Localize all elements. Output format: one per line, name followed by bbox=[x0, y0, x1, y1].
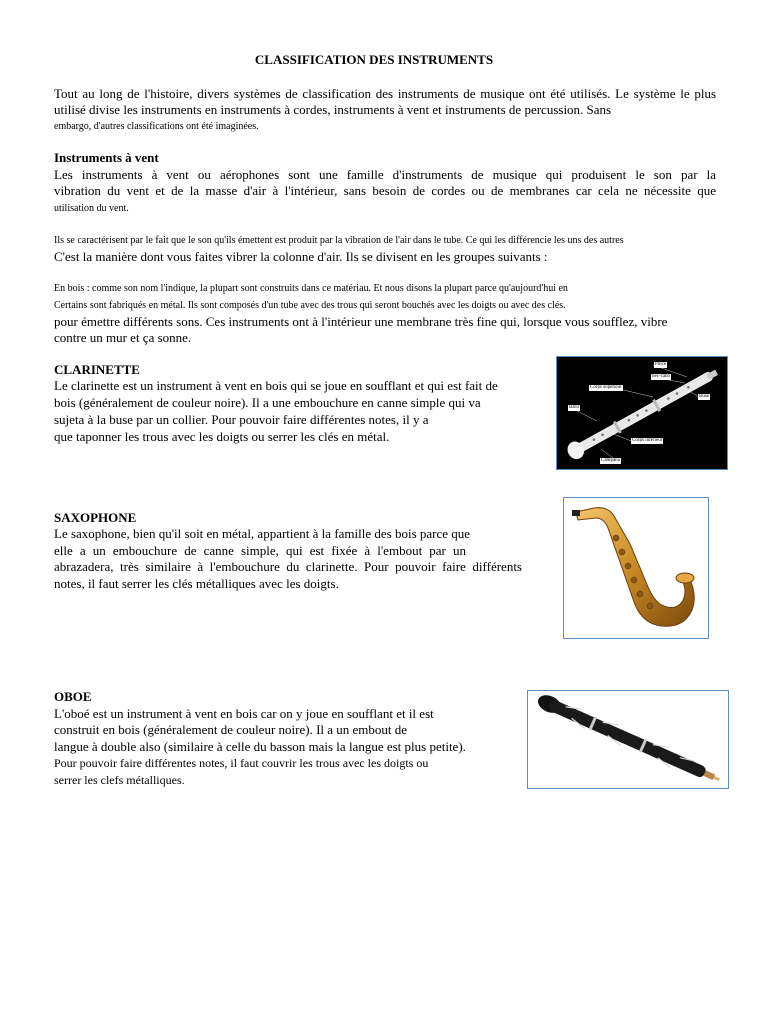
section-heading-vent: Instruments à vent bbox=[54, 150, 159, 165]
oboe-image bbox=[527, 690, 729, 789]
oboe-illustration bbox=[528, 691, 728, 788]
vent-line-5: C'est la manière dont vous faites vibrer la colonne d'air. Ils se divisent en les groupes suivants : bbox=[54, 249, 548, 264]
vent-line-7: Certains sont fabriqués en métal. Ils sont composés d'un tube avec des trous qui seront bouchés avec les doigts ou avec des clés. bbox=[54, 300, 566, 311]
intro-line-2: utilisé divise les instruments en instruments à cordes, instruments à vent et instruments de percussion. Sans bbox=[54, 102, 612, 117]
saxophone-image bbox=[563, 497, 709, 639]
oboe-line-4: Pour pouvoir faire différentes notes, il faut couvrir les trous avec les doigts ou bbox=[54, 756, 429, 770]
clarinette-line-1: Le clarinette est un instrument à vent en bois qui se joue en soufflant et qui est fait de bbox=[54, 378, 498, 393]
saxophone-line-2: elle a un embouchure de canne simple, qui est fixée à l'embout par un bbox=[54, 543, 466, 558]
saxophone-line-1: Le saxophone, bien qu'il soit en métal, appartient à la famille des bois parce que bbox=[54, 526, 471, 541]
vent-line-3: utilisation du vent. bbox=[54, 203, 129, 214]
vent-line-6: En bois : comme son nom l'indique, la plupart sont construits dans ce matériau. Et nous disons la plupart parce qu'aujourd'hui en bbox=[54, 283, 568, 294]
oboe-line-5: serrer les clefs métalliques. bbox=[54, 773, 185, 787]
clarinette-line-3: sujeta à la buse par un collier. Pour pouvoir faire différentes notes, il y a bbox=[54, 412, 429, 427]
page-title: CLASSIFICATION DES INSTRUMENTS bbox=[254, 52, 494, 67]
saxophone-illustration bbox=[564, 498, 708, 638]
intro-line-1: Tout au long de l'histoire, divers systèmes de classification des instruments de musique ont été utilisés. Le système le plus bbox=[54, 86, 716, 101]
oboe-line-3: langue à double also (similaire à celle du basson mais la langue est plus petite). bbox=[54, 739, 466, 754]
section-heading-oboe: OBOE bbox=[54, 689, 92, 704]
clarinet-label-pince: Pince bbox=[655, 362, 667, 367]
section-heading-clarinette: CLARINETTE bbox=[54, 362, 140, 377]
clarinette-line-2: bois (généralement de couleur noire). Il a une embouchure en canne simple qui va bbox=[54, 395, 481, 410]
clarinette-line-4: que taponner les trous avec les doigts ou serrer les clés en métal. bbox=[54, 429, 390, 444]
clarinet-label-buse: Buse bbox=[699, 394, 709, 399]
saxophone-line-3: abrazadera, très similaire à l'embouchure du clarinette. Pour pouvoir faire différents bbox=[54, 559, 522, 574]
vent-line-2: vibration du vent et de la masse d'air à l'intérieur, sans besoin de cordes ou de membranes car cela ne nécessite que bbox=[54, 183, 716, 198]
vent-line-4: Ils se caractérisent par le fait que le son qu'ils émettent est produit par la vibration de l'air dans le tube. Ce qui les différencie les uns des autres bbox=[54, 235, 624, 246]
clarinet-image bbox=[556, 356, 728, 470]
clarinet-label-corps-superieur: Corps supérieur bbox=[590, 385, 622, 390]
clarinet-label-corps-inferieur: Corps inférieur bbox=[632, 438, 663, 443]
vent-line-1: Les instruments à vent ou aérophones sont une famille d'instruments de musique qui produisent le son par la bbox=[54, 167, 716, 182]
intro-line-3: embargo, d'autres classifications ont été imaginées. bbox=[54, 121, 259, 132]
vent-line-9: contre un mur et ça sonne. bbox=[54, 330, 192, 345]
clarinet-label-baril: Baril bbox=[569, 405, 579, 410]
saxophone-line-4: notes, il faut serrer les clés métalliques avec les doigts. bbox=[54, 576, 339, 591]
section-heading-saxophone: SAXOPHONE bbox=[54, 510, 137, 525]
oboe-line-1: L'oboé est un instrument à vent en bois car on y joue en soufflant et il est bbox=[54, 706, 434, 721]
clarinet-label-campana: Campana bbox=[601, 458, 620, 463]
vent-line-8: pour émettre différents sons. Ces instruments ont à l'intérieur une membrane très fine qui, lorsque vous soufflez, vibre bbox=[54, 314, 668, 329]
oboe-line-2: construit en bois (généralement de couleur noire). Il a un embout de bbox=[54, 722, 408, 737]
clarinet-illustration bbox=[557, 357, 727, 469]
clarinet-label-bec: bec-cano bbox=[652, 374, 671, 379]
